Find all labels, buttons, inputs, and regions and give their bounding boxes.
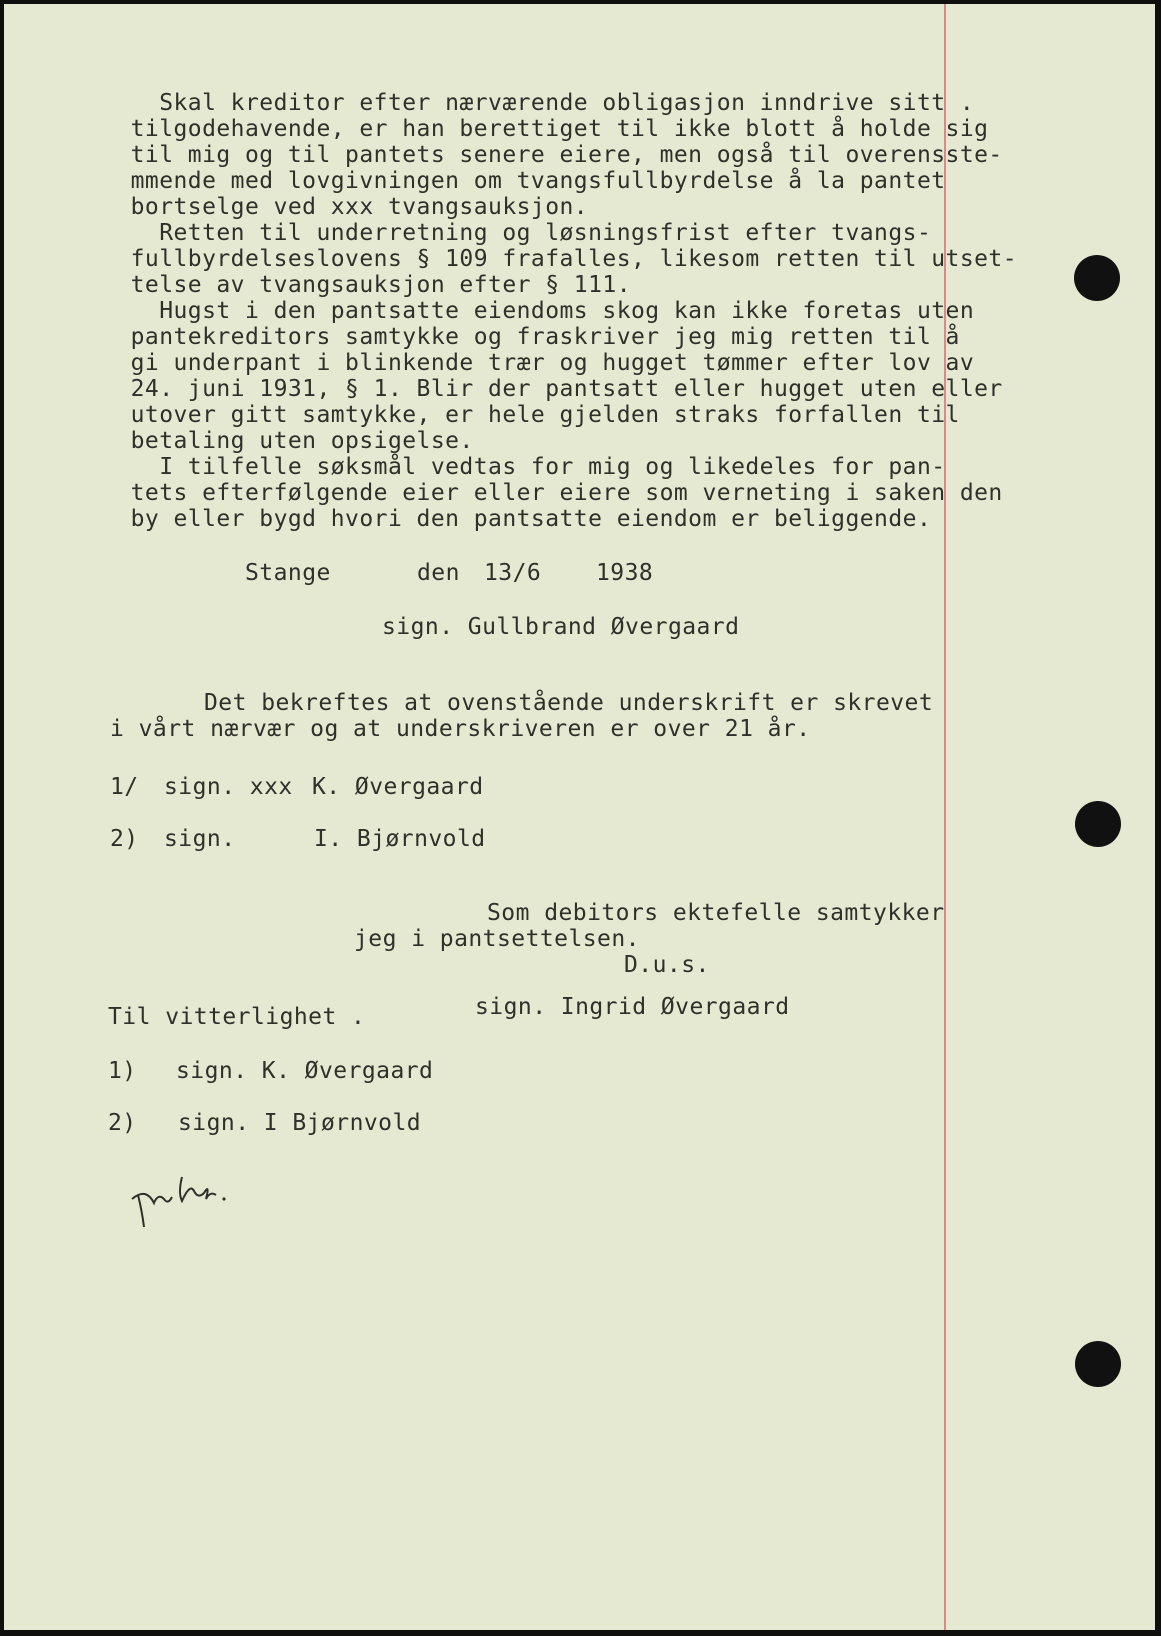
- body-line: utover gitt samtykke, er hele gjelden straks forfallen til: [102, 402, 960, 428]
- spouse-consent-line: jeg i pantsettelsen.: [354, 926, 640, 952]
- body-line: gi underpant i blinkende trær og hugget tømmer efter lov av: [102, 350, 975, 376]
- spouse-consent-line: Som debitors ektefelle samtykker: [487, 900, 945, 926]
- witness-name: I. Bjørnvold: [314, 826, 486, 852]
- body-line: betaling uten opsigelse.: [102, 428, 474, 454]
- body-line: fullbyrdelseslovens § 109 frafalles, likesom retten til utset-: [102, 246, 1018, 272]
- debtor-signature: sign. Gullbrand Øvergaard: [382, 614, 740, 640]
- witness-name: K. Øvergaard: [312, 774, 484, 800]
- body-line: I tilfelle søksmål vedtas for mig og likedeles for pan-: [102, 454, 946, 480]
- punch-hole: [1075, 801, 1121, 847]
- certification-line: Det bekreftes at ovenstående underskrift er skrevet: [204, 690, 934, 716]
- date-day-month: 13/6: [484, 560, 542, 586]
- witness-number: 2): [110, 826, 139, 852]
- witness-sign-label: sign.: [164, 826, 236, 852]
- body-line: Skal kreditor efter nærværende obligasjon inndrive sitt .: [102, 90, 975, 116]
- body-line: Retten til underretning og løsningsfrist efter tvangs-: [102, 220, 932, 246]
- witness-signature: sign. I Bjørnvold: [178, 1110, 422, 1136]
- place-name: Stange: [245, 560, 331, 586]
- witness-number: 2): [108, 1110, 137, 1136]
- vitterlighet-label: Til vitterlighet .: [108, 1004, 366, 1030]
- punch-hole: [1075, 1341, 1121, 1387]
- spouse-signature: sign. Ingrid Øvergaard: [475, 994, 790, 1020]
- date-year: 1938: [596, 560, 654, 586]
- date-prefix: den: [417, 560, 460, 586]
- body-line: tilgodehavende, er han berettiget til ikke blott å holde sig: [102, 116, 989, 142]
- document-page: [4, 4, 1155, 1630]
- witness-number: 1/: [110, 774, 139, 800]
- body-line: by eller bygd hvori den pantsatte eiendom er beliggende.: [102, 506, 932, 532]
- witness-number: 1): [108, 1058, 137, 1084]
- body-line: telse av tvangsauksjon efter § 111.: [102, 272, 631, 298]
- witness-signature: sign. K. Øvergaard: [176, 1058, 434, 1084]
- body-line: pantekreditors samtykke og fraskriver jeg mig retten til å: [102, 324, 960, 350]
- handwritten-initials-mark: [124, 1169, 234, 1229]
- spouse-consent-abbrev: D.u.s.: [624, 952, 710, 978]
- body-line: bortselge ved xxx tvangsauksjon.: [102, 194, 589, 220]
- body-line: mmende med lovgivningen om tvangsfullbyrdelse å la pantet: [102, 168, 946, 194]
- body-line: 24. juni 1931, § 1. Blir der pantsatt eller hugget uten eller: [102, 376, 1003, 402]
- certification-line: i vårt nærvær og at underskriveren er over 21 år.: [110, 716, 811, 742]
- body-line: til mig og til pantets senere eiere, men også til overensste-: [102, 142, 1003, 168]
- witness-sign-label: sign. xxx: [164, 774, 293, 800]
- body-line: Hugst i den pantsatte eiendoms skog kan ikke foretas uten: [102, 298, 975, 324]
- body-line: tets efterfølgende eier eller eiere som verneting i saken den: [102, 480, 1003, 506]
- punch-hole: [1074, 255, 1120, 301]
